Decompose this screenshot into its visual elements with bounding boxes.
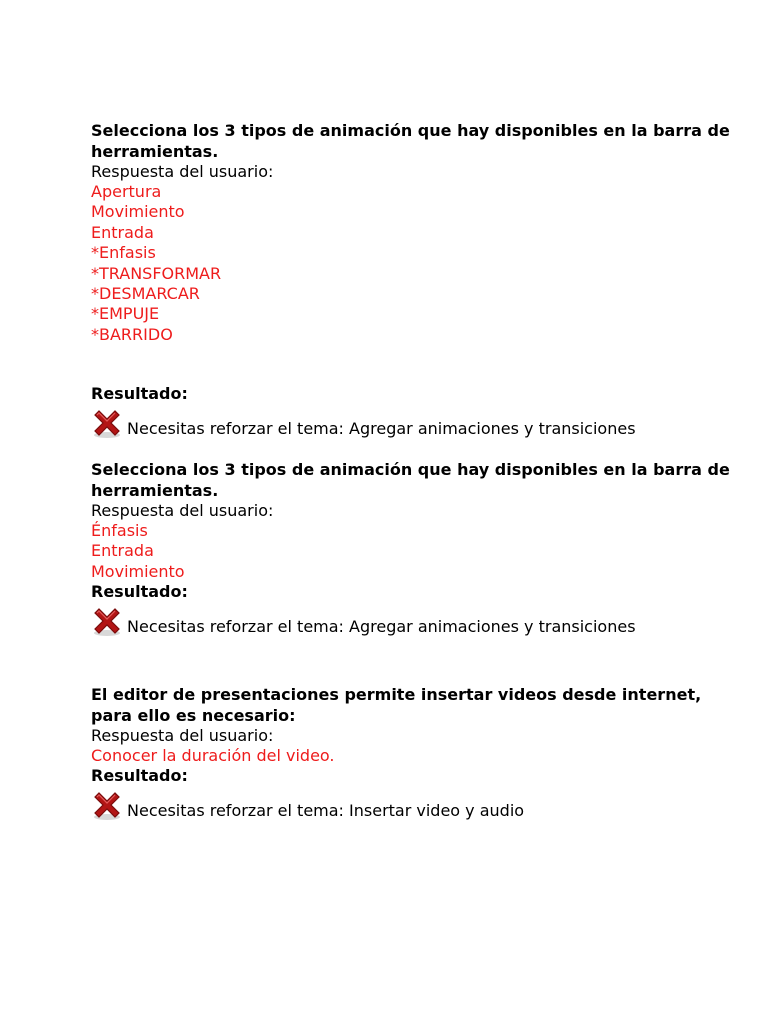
- answer-item: Entrada: [91, 541, 154, 561]
- result-section-1: [91, 384, 731, 443]
- answer-item: Énfasis: [91, 521, 148, 540]
- quiz-item-3: [91, 684, 731, 825]
- answer-item: *EMPUJE: [91, 304, 160, 324]
- answer-item: Apertura: [91, 182, 162, 201]
- question-text: Selecciona los 3 tipos de animación que hay disponibles en la barra de herramientas.: [91, 121, 730, 161]
- answer-item: *Enfasis: [91, 243, 156, 263]
- answer-list: [91, 746, 731, 766]
- quiz-item-2: [91, 459, 731, 641]
- result-label: Resultado:: [91, 582, 188, 602]
- answer-item: Movimiento: [91, 202, 185, 222]
- quiz-item-1: [91, 120, 731, 345]
- answer-item: *DESMARCAR: [91, 284, 200, 304]
- answer-item: Entrada: [91, 222, 154, 242]
- feedback-text: Necesitas reforzar el tema: Insertar video y audio: [127, 801, 525, 821]
- result-label: Resultado:: [91, 766, 188, 786]
- feedback-row: [91, 605, 731, 641]
- feedback-row: [91, 407, 731, 443]
- red-x-icon: [91, 789, 123, 821]
- answer-item: Movimiento: [91, 561, 185, 581]
- question-text: El editor de presentaciones permite insertar videos desde internet, para ello es necesario:: [91, 685, 702, 725]
- answer-item: *BARRIDO: [91, 324, 173, 344]
- feedback-text: Necesitas reforzar el tema: Agregar animaciones y transiciones: [127, 419, 636, 438]
- answer-list: [91, 521, 731, 582]
- feedback-row: [91, 789, 731, 825]
- result-label: Resultado:: [91, 384, 188, 403]
- response-label: Respuesta del usuario:: [91, 162, 274, 181]
- feedback-text: Necesitas reforzar el tema: Agregar animaciones y transiciones: [127, 617, 636, 637]
- red-x-icon: [91, 605, 123, 637]
- answer-list: [91, 182, 731, 345]
- question-text: Selecciona los 3 tipos de animación que hay disponibles en la barra de herramientas.: [91, 460, 730, 500]
- response-label: Respuesta del usuario:: [91, 501, 274, 520]
- answer-item: Conocer la duración del video.: [91, 746, 335, 765]
- answer-item: *TRANSFORMAR: [91, 263, 222, 283]
- response-label: Respuesta del usuario:: [91, 726, 274, 745]
- red-x-icon: [91, 407, 123, 439]
